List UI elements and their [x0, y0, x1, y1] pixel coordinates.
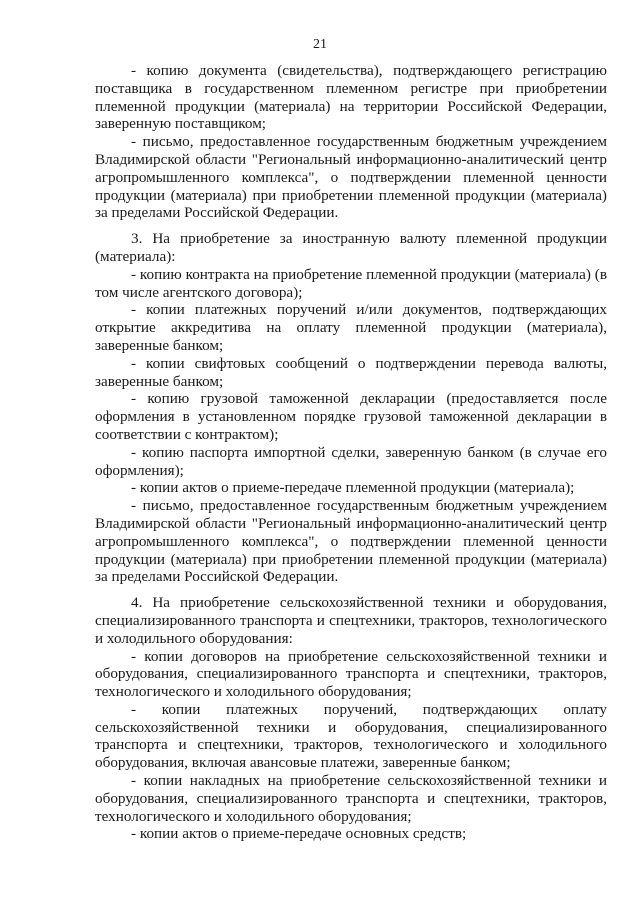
document-body	[95, 62, 607, 843]
paragraph: - копии платежных поручений, подтверждающих оплату сельскохозяйственной техники и оборудования, специализированного транспорта и спецтехники, тракторов, технологического и холодильного оборудования, включая авансовые платежи, заверенные банком;	[95, 700, 607, 772]
paragraph: - копии свифтовых сообщений о подтверждении перевода валюты, заверенные банком;	[95, 354, 607, 390]
paragraph: - копию паспорта импортной сделки, заверенную банком (в случае его оформления);	[95, 443, 607, 479]
paragraph: - письмо, предоставленное государственным бюджетным учреждением Владимирской области "Региональный информационно-аналитический центр агропромышленного комплекса", о подтверждении племенной ценности продукции (материала) при приобретении племенной продукции (материала) за пределами Российской Федерации.	[95, 133, 607, 222]
section-heading: 4. На приобретение сельскохозяйственной техники и оборудования, специализированного транспорта и спецтехники, тракторов, технологического и холодильного оборудования:	[95, 594, 607, 647]
paragraph: - копии накладных на приобретение сельскохозяйственной техники и оборудования, специализированного транспорта и спецтехники, тракторов, технологического и холодильного оборудования;	[95, 772, 607, 825]
paragraph: - копию грузовой таможенной декларации (предоставляется после оформления в установленном порядке грузовой таможенной декларации в соответствии с контрактом);	[95, 390, 607, 443]
page-number: 21	[313, 37, 327, 52]
paragraph: - копии актов о приеме-передаче основных средств;	[131, 825, 467, 843]
section-heading: 3. На приобретение за иностранную валюту племенной продукции (материала):	[95, 230, 607, 265]
paragraph: - письмо, предоставленное государственным бюджетным учреждением Владимирской области "Региональный информационно-аналитический центр агропромышленного комплекса", о подтверждении племенной ценности продукции (материала) при приобретении племенной продукции (материала) за пределами Российской Федерации.	[95, 497, 607, 586]
paragraph: - копии актов о приеме-передаче племенной продукции (материала);	[131, 479, 575, 497]
paragraph: - копии договоров на приобретение сельскохозяйственной техники и оборудования, специализированного транспорта и спецтехники, тракторов, технологического и холодильного оборудования;	[95, 647, 607, 701]
paragraph: - копию контракта на приобретение племенной продукции (материала) (в том числе агентского договора);	[95, 265, 607, 301]
paragraph: - копии платежных поручений и/или документов, подтверждающих открытие аккредитива на оплату племенной продукции (материала), заверенные банком;	[95, 301, 607, 354]
paragraph: - копию документа (свидетельства), подтверждающего регистрацию поставщика в государственном племенном регистре при приобретении племенной продукции (материала) на территории Российской Федерации, заверенную поставщиком;	[95, 62, 607, 133]
